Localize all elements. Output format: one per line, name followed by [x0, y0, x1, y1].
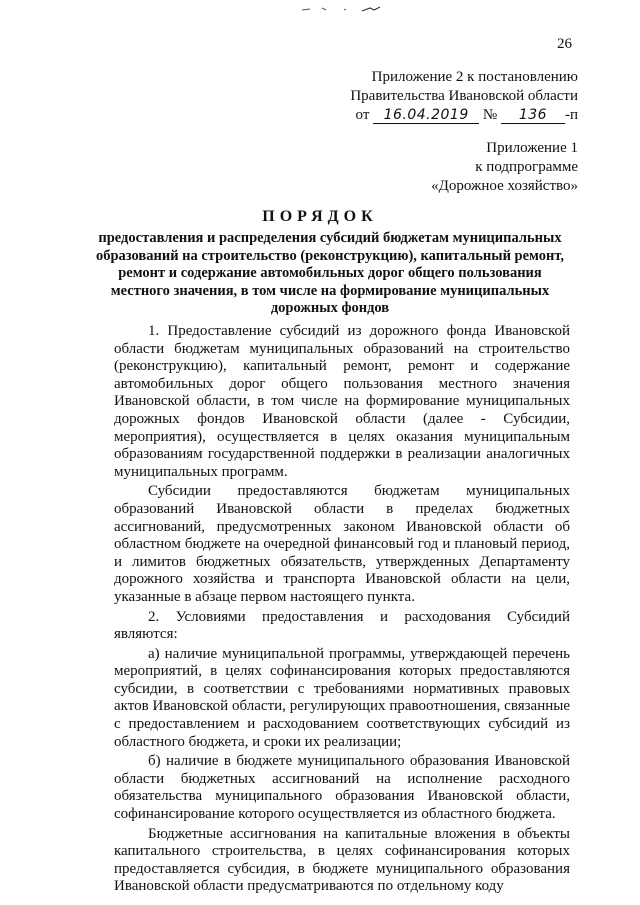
paragraph: Субсидии предоставляются бюджетам муниципальных образований Ивановской области в пределах бюджетных ассигнований, предусмотренных законом Ивановской области об областном бюджете на очередной финансовый год и плановый период, и лимитов бюджетных обязательств, утвержденных Департаменту дорожного хозяйства и транспорта Ивановской области на цели, указанные в абзаце первом настоящего пункта.: [114, 483, 570, 605]
annex-1-line3: «Дорожное хозяйство»: [431, 178, 578, 194]
paragraph: 1. Предоставление субсидий из дорожного фонда Ивановской области бюджетам муниципальных образований на строительство (реконструкцию), капитальный ремонт, ремонт и содержание автомобильных дорог общего пользования местного значения Ивановской области, в том числе на формирование муниципальных дорожных фондов Ивановской области (далее - Субсидии, мероприятия), осуществляется в целях оказания муниципальным образованиям государственной поддержки в реализации аналогичных муниципальных программ.: [114, 323, 570, 480]
number-suffix: -п: [564, 107, 578, 123]
annex-2-line2: Правительства Ивановской области: [350, 88, 578, 104]
from-label: от: [355, 107, 370, 123]
paragraph: б) наличие в бюджете муниципального образования Ивановской области бюджетных ассигнований на исполнение расходного обязательства муниципального образования Ивановской области, софинансирование которого осуществляется из областного бюджета.: [114, 753, 570, 823]
number-label: №: [482, 107, 498, 123]
handwritten-number: 136: [501, 108, 565, 124]
annex-2-header: [350, 68, 578, 125]
paragraph: а) наличие муниципальной программы, утверждающей перечень мероприятий, в целях софинансирования которых предоставляются субсидии, в соответствии с требованиями нормативных правовых актов Ивановской области, регулирующих правоотношения, связанные с предоставлением и расходованием соответствующих субсидий из областного бюджета, и сроки их реализации;: [114, 645, 570, 750]
paragraph: 2. Условиями предоставления и расходования Субсидий являются:: [114, 608, 570, 643]
document-body: [114, 323, 570, 896]
annex-1-line1: Приложение 1: [486, 140, 578, 156]
handwritten-date: 16.04.2019: [373, 108, 479, 124]
scan-artifact-marks: [300, 4, 390, 14]
page-number: 26: [557, 36, 572, 52]
annex-1-header: [431, 139, 578, 196]
annex-2-date-line: [350, 106, 578, 125]
paragraph: Бюджетные ассигнования на капитальные вложения в объекты капитального строительства, в целях софинансирования которых предоставляется субсидия, в бюджете муниципального образования Ивановской области предусматриваются по отдельному коду: [114, 825, 570, 895]
document-title: ПОРЯДОК: [262, 208, 378, 225]
annex-1-line2: к подпрограмме: [475, 159, 578, 175]
document-subtitle: предоставления и распределения субсидий бюджетам муниципальных образований на строительство (реконструкцию), капитальный ремонт, ремонт и содержание автомобильных дорог общего пользования местного значения, в том числе на формирование муниципальных дорожных фондов: [95, 230, 565, 316]
annex-2-line1: Приложение 2 к постановлению: [371, 69, 578, 85]
